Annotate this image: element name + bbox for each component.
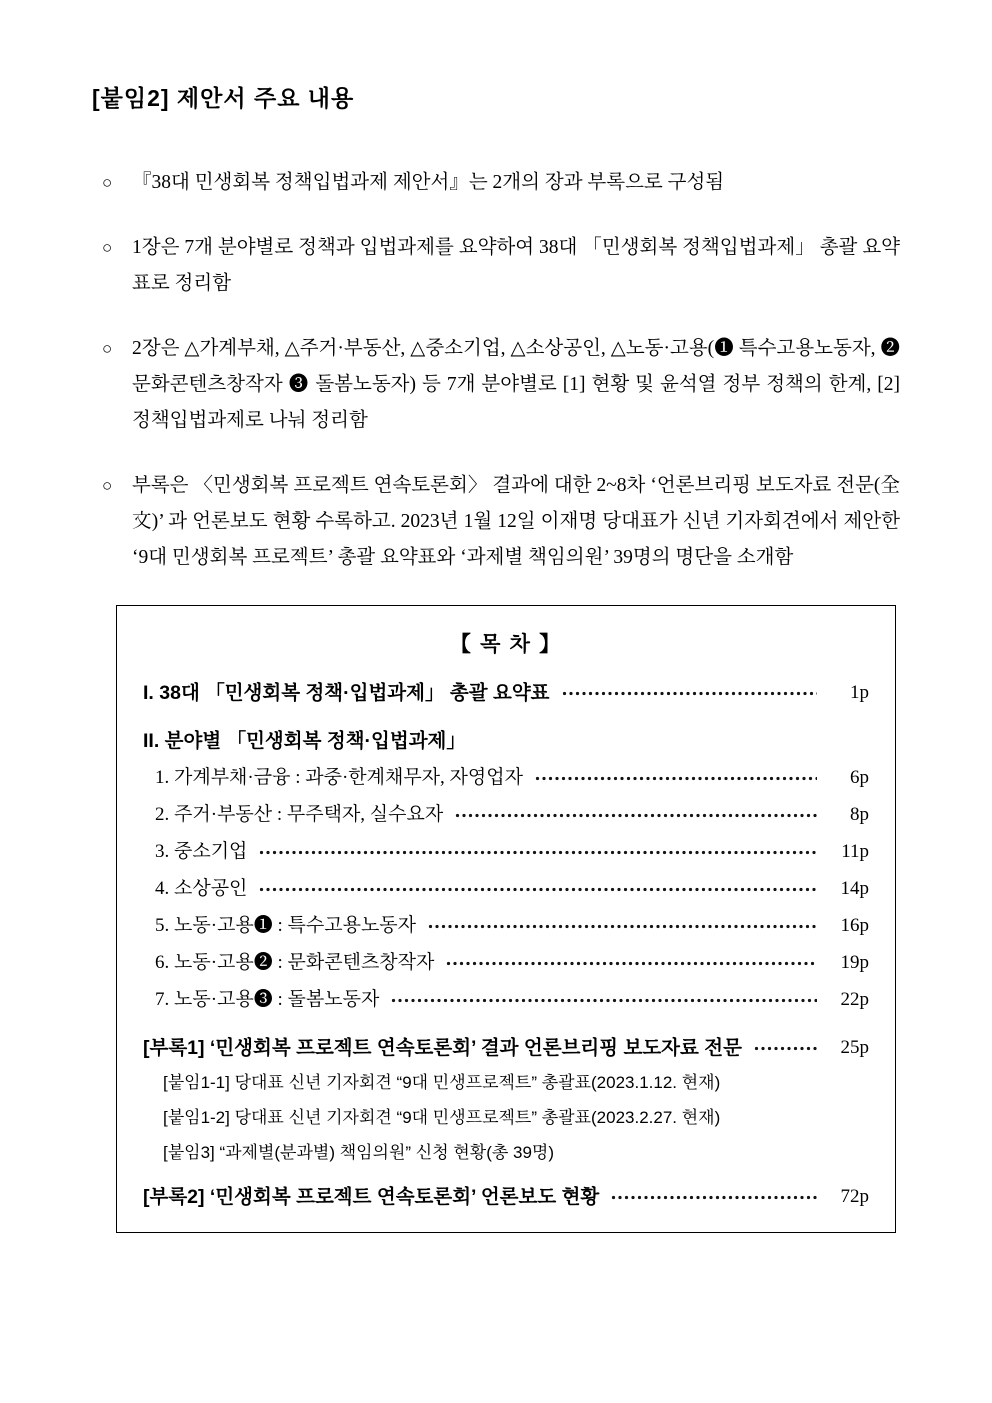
- bullet-item: [92, 331, 900, 439]
- toc-entry-label: [붙임3] “과제별(분과별) 책임의원” 신청 현황(총 39명): [163, 1143, 554, 1162]
- dot-leader: [428, 924, 817, 929]
- toc-entry-section-6: [143, 952, 869, 974]
- toc-entry-label: 6. 노동·고용❷ : 문화콘텐츠창작자: [155, 952, 435, 973]
- toc-page-number: 8p: [850, 804, 869, 825]
- toc-page-number: 1p: [850, 682, 869, 703]
- toc-entry-label: [부록1] ‘민생회복 프로젝트 연속토론회’ 결과 언론브리핑 보도자료 전문: [143, 1037, 742, 1059]
- toc-entry-label: 5. 노동·고용❶ : 특수고용노동자: [155, 915, 417, 936]
- toc-entry-section-7: [143, 989, 869, 1011]
- bullet-text: 2장은 △가계부채, △주거·부동산, △중소기업, △소상공인, △노동·고용(❶ 특수고용노동자, ❷ 문화콘텐츠창작자 ❸ 돌봄노동자) 등 7개 분야별로 [1] 현황 및 윤석열 정부 정책의 한계, [2] 정책입법과제로 나눠 정리함: [132, 338, 900, 431]
- toc-entry-label: [부록2] ‘민생회복 프로젝트 연속토론회’ 언론보도 현황: [143, 1186, 600, 1208]
- dot-leader: [455, 813, 817, 818]
- toc-entry-attachment-1-2: [143, 1107, 869, 1129]
- toc-entry-label: 7. 노동·고용❸ : 돌봄노동자: [155, 989, 380, 1010]
- dot-leader: [259, 887, 817, 892]
- bullet-item: [92, 468, 900, 576]
- toc-entry-chapter-2: [143, 730, 869, 752]
- toc-entry-attachment-1-1: [143, 1072, 869, 1094]
- page-title: [붙임2] 제안서 주요 내용: [92, 85, 355, 111]
- toc-entry-section-1: [143, 767, 869, 789]
- bullet-circle-icon: ○: [102, 339, 113, 358]
- toc-page-number: 11p: [841, 841, 869, 862]
- toc-page-number: 25p: [840, 1037, 869, 1058]
- dot-leader: [562, 691, 817, 696]
- toc-entry-section-3: [143, 841, 869, 863]
- toc-entry-label: II. 분야별 「민생회복 정책·입법과제」: [143, 730, 466, 752]
- bullet-item: [92, 230, 900, 302]
- toc-entry-appendix-2: [143, 1186, 869, 1208]
- toc-box: [116, 605, 896, 1233]
- dot-leader: [754, 1046, 817, 1051]
- bullet-item: [92, 165, 900, 201]
- toc-entry-chapter-1: [143, 682, 869, 704]
- toc-entry-section-5: [143, 915, 869, 937]
- bullet-text: 부록은 〈민생회복 프로젝트 연속토론회〉 결과에 대한 2~8차 ‘언론브리핑 보도자료 전문(全文)’ 과 언론보도 현황 수록하고. 2023년 1월 12일 이재명 당대표가 신년 기자회견에서 제안한 ‘9대 민생회복 프로젝트’ 총괄 요약표와 ‘과제별 책임의원’ 39명의 명단을 소개함: [132, 475, 900, 568]
- toc-entry-label: 1. 가계부채·금융 : 과중·한계채무자, 자영업자: [155, 767, 523, 788]
- toc-page-number: 14p: [840, 878, 869, 899]
- bullet-circle-icon: ○: [102, 476, 113, 495]
- dot-leader: [535, 776, 817, 781]
- toc-entry-label: I. 38대 「민생회복 정책·입법과제」 총괄 요약표: [143, 682, 550, 704]
- toc-entry-label: 4. 소상공인: [155, 878, 248, 899]
- toc-entry-section-2: [143, 804, 869, 826]
- bullet-circle-icon: ○: [102, 173, 113, 192]
- toc-page-number: 22p: [840, 989, 869, 1010]
- toc-page-number: 16p: [840, 915, 869, 936]
- toc-page-number: 6p: [850, 767, 869, 788]
- dot-leader: [611, 1195, 817, 1200]
- toc-entry-label: 2. 주거·부동산 : 무주택자, 실수요자: [155, 804, 444, 825]
- dot-leader: [259, 850, 817, 855]
- toc-entry-attachment-3: [143, 1142, 869, 1164]
- toc-entry-appendix-1: [143, 1037, 869, 1059]
- toc-entry-label: [붙임1-1] 당대표 신년 기자회견 “9대 민생프로젝트” 총괄표(2023.1.12. 현재): [163, 1073, 721, 1092]
- bullet-circle-icon: ○: [102, 238, 113, 257]
- dot-leader: [391, 998, 817, 1003]
- bullet-list: [92, 165, 900, 576]
- toc-heading: 【 목 차 】: [449, 632, 563, 656]
- toc-page-number: 72p: [840, 1186, 869, 1207]
- bullet-text: 『38대 민생회복 정책입법과제 제안서』는 2개의 장과 부록으로 구성됨: [132, 172, 725, 193]
- toc-entry-label: [붙임1-2] 당대표 신년 기자회견 “9대 민생프로젝트” 총괄표(2023.2.27. 현재): [163, 1108, 721, 1127]
- bullet-text: 1장은 7개 분야별로 정책과 입법과제를 요약하여 38대 「민생회복 정책입법과제」 총괄 요약표로 정리함: [132, 237, 900, 294]
- toc-entry-section-4: [143, 878, 869, 900]
- toc-entry-label: 3. 중소기업: [155, 841, 248, 862]
- toc-page-number: 19p: [840, 952, 869, 973]
- dot-leader: [446, 961, 817, 966]
